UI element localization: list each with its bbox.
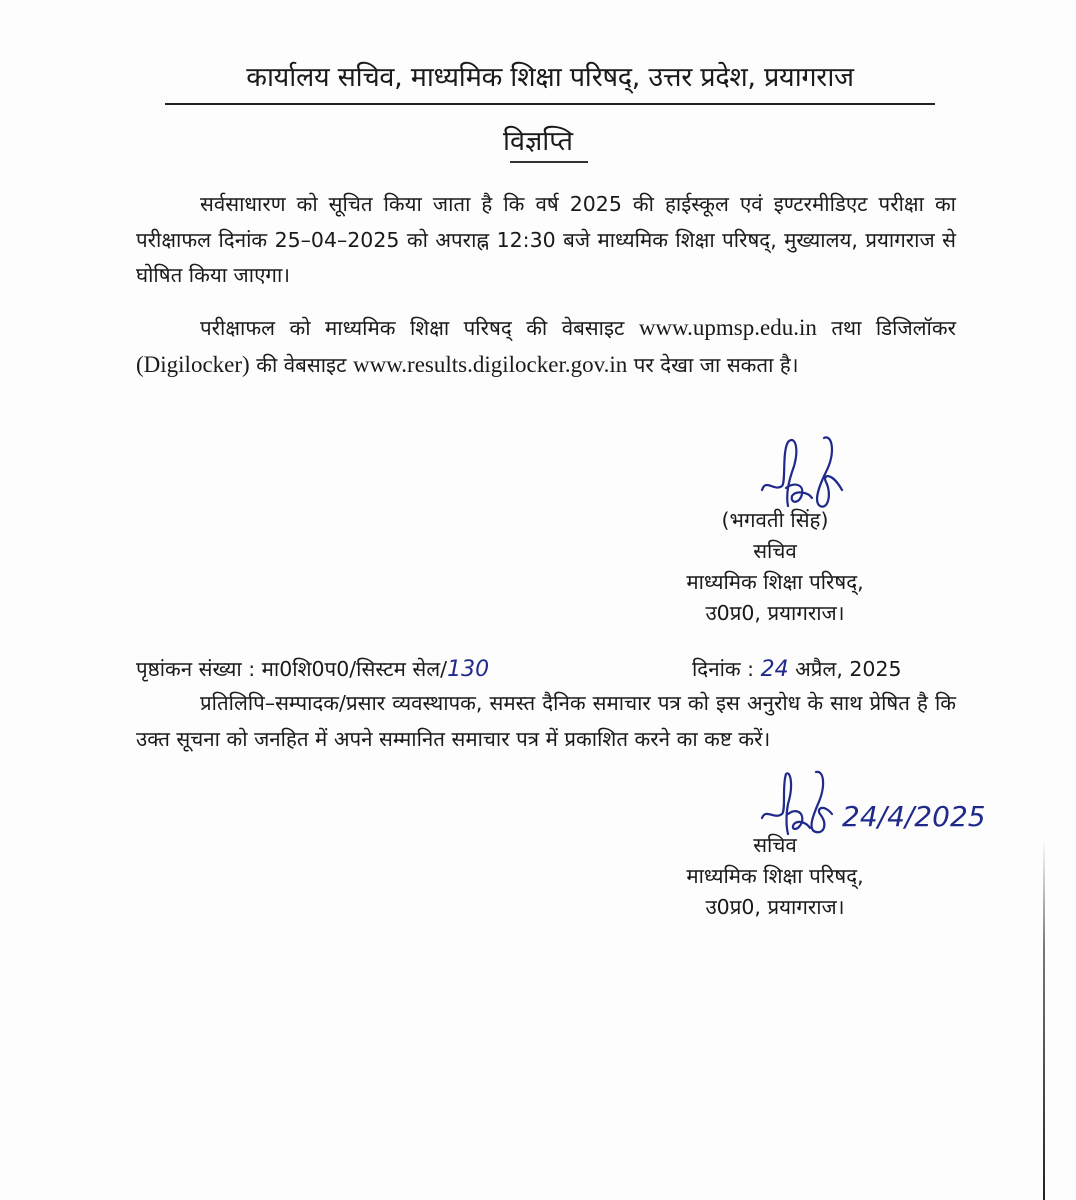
- copy-forwarding-paragraph: [136, 686, 956, 757]
- notice-heading: विज्ञप्ति: [502, 126, 573, 157]
- signatory-name: (भगवती सिंह): [721, 508, 829, 532]
- reference-label: पृष्ठांकन संख्या : मा0शि0प0/सिस्टम सेल/: [136, 657, 448, 681]
- announcement-text: सर्वसाधारण को सूचित किया जाता है कि वर्ष 2025 की हाईस्कूल एवं इण्टरमीडिएट परीक्षा का परीक्षाफल दिनांक 25–04–2025 को अपराह्न 12:30 बजे माध्यमिक शिक्षा परिषद्, मुख्यालय, प्रयागराज से घोषित किया जाएगा।: [136, 192, 956, 287]
- signature-with-date-icon: [758, 770, 998, 838]
- signatory-office: माध्यमिक शिक्षा परिषद्,: [686, 570, 864, 594]
- title-underline: [165, 103, 935, 105]
- website-paragraph: [136, 310, 956, 383]
- copy-text: प्रतिलिपि–सम्पादक/प्रसार व्यवस्थापक, समस्त दैनिक समाचार पत्र को इस अनुरोध के साथ प्रेषित है कि उक्त सूचना को जनहित में अपने सम्मानित समाचार पत्र में प्रकाशित करने का कष्ट करें।: [136, 691, 956, 751]
- signatory-designation: सचिव: [753, 539, 797, 563]
- signatory-location: उ0प्र0, प्रयागराज।: [705, 601, 845, 625]
- website-text-1: परीक्षाफल को माध्यमिक शिक्षा परिषद् की वेबसाइट: [200, 316, 639, 340]
- signatory-block-2: [650, 830, 900, 923]
- endorsement-date: [692, 652, 902, 687]
- website-text-2: तथा डिजिलॉकर: [816, 316, 956, 340]
- signatory-block-1: [650, 505, 900, 629]
- digilocker-label: (Digilocker): [136, 351, 250, 377]
- upmsp-website-link[interactable]: www.upmsp.edu.in: [638, 315, 817, 340]
- date-day: 24: [760, 657, 789, 682]
- scan-edge-line: [1043, 840, 1045, 1200]
- date-rest: अप्रैल, 2025: [788, 657, 902, 681]
- office-title: कार्यालय सचिव, माध्यमिक शिक्षा परिषद्, उत्तर प्रदेश, प्रयागराज: [246, 62, 854, 93]
- endorsement-reference-line: [136, 652, 956, 687]
- signatory-location: उ0प्र0, प्रयागराज।: [705, 895, 845, 919]
- signatory-designation: सचिव: [753, 833, 797, 857]
- heading-underline: [510, 161, 588, 163]
- reference-number: 130: [447, 657, 490, 682]
- website-text-4: पर देखा जा सकता है।: [627, 352, 799, 377]
- announcement-paragraph: [136, 187, 956, 294]
- website-text-3: की वेबसाइट: [249, 352, 353, 377]
- handwritten-date: 24/4/2025: [842, 800, 986, 833]
- signatory-office: माध्यमिक शिक्षा परिषद्,: [686, 864, 864, 888]
- digilocker-website-link[interactable]: www.results.digilocker.gov.in: [352, 351, 628, 377]
- date-label: दिनांक :: [692, 657, 761, 681]
- signature-icon: [752, 432, 852, 512]
